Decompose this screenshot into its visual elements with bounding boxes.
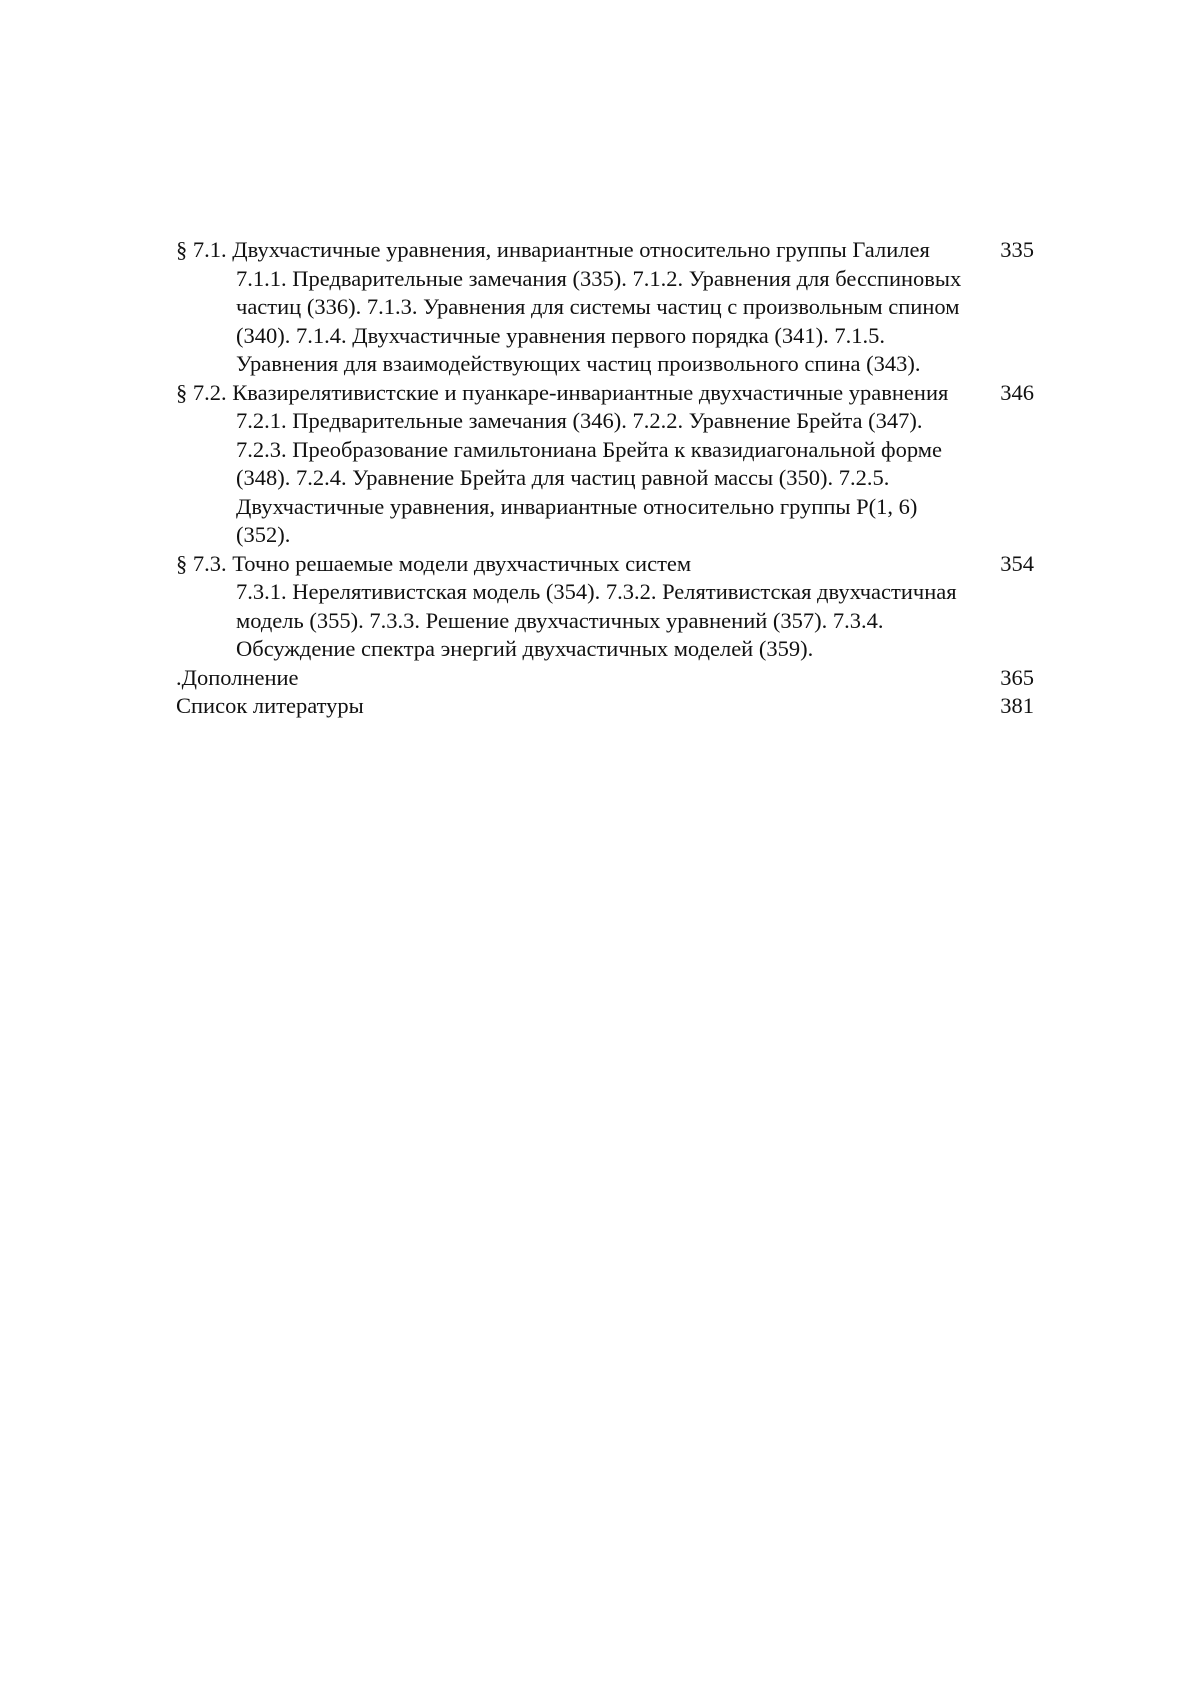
toc-entry-description: 7.2.1. Предварительные замечания (346). 7.2.2. Уравнение Брейта (347). 7.2.3. Преобразование гамильтониана Брейта к квазидиагональной форме (348). 7.2.4. Уравнение Брейта для частиц равной массы (350). 7.2.5. Двухчастичные уравнения, инвариантные относительно группы P(1, 6) (352). xyxy=(236,408,942,547)
toc-entry-7-2 xyxy=(176,379,1034,550)
toc-entry-appendix xyxy=(176,664,1034,693)
toc-page-number: 335 xyxy=(1000,237,1034,262)
toc-entry-title: § 7.1. Двухчастичные уравнения, инвариантные относительно группы Галилея xyxy=(176,237,930,262)
toc-entry-title: .Дополнение xyxy=(176,664,299,690)
toc-entry-title: § 7.3. Точно решаемые модели двухчастичных систем xyxy=(176,550,692,576)
toc-entry-description: 7.3.1. Нерелятивистская модель (354). 7.3.2. Релятивистская двухчастичная модель (355). 7.3.3. Решение двухчастичных уравнений (357). 7.3.4. Обсуждение спектра энергий двухчастичных моделей (359). xyxy=(236,579,957,661)
toc-entry-title: § 7.2. Квазирелятивистские и пуанкаре-инвариантные двухчастичные уравнения xyxy=(176,379,949,405)
toc-page-number: 346 xyxy=(1000,379,1034,405)
toc-entry-7-1 xyxy=(176,236,1034,379)
toc-entry-title: Список литературы xyxy=(176,693,364,718)
toc-page-number: 354 xyxy=(1000,550,1034,576)
toc-entry-description: 7.1.1. Предварительные замечания (335). 7.1.2. Уравнения для бесспиновых частиц (336). 7.1.3. Уравнения для системы частиц с произвольным спином (340). 7.1.4. Двухчастичные уравнения первого порядка (341). 7.1.5. Уравнения для взаимодействующих частиц произвольного спина (343). xyxy=(236,265,962,376)
table-of-contents xyxy=(176,236,1034,721)
toc-entry-bibliography xyxy=(176,692,1034,721)
toc-entry-7-3 xyxy=(176,550,1034,664)
toc-page-number: 381 xyxy=(1000,693,1034,718)
toc-page-number: 365 xyxy=(1000,664,1034,690)
